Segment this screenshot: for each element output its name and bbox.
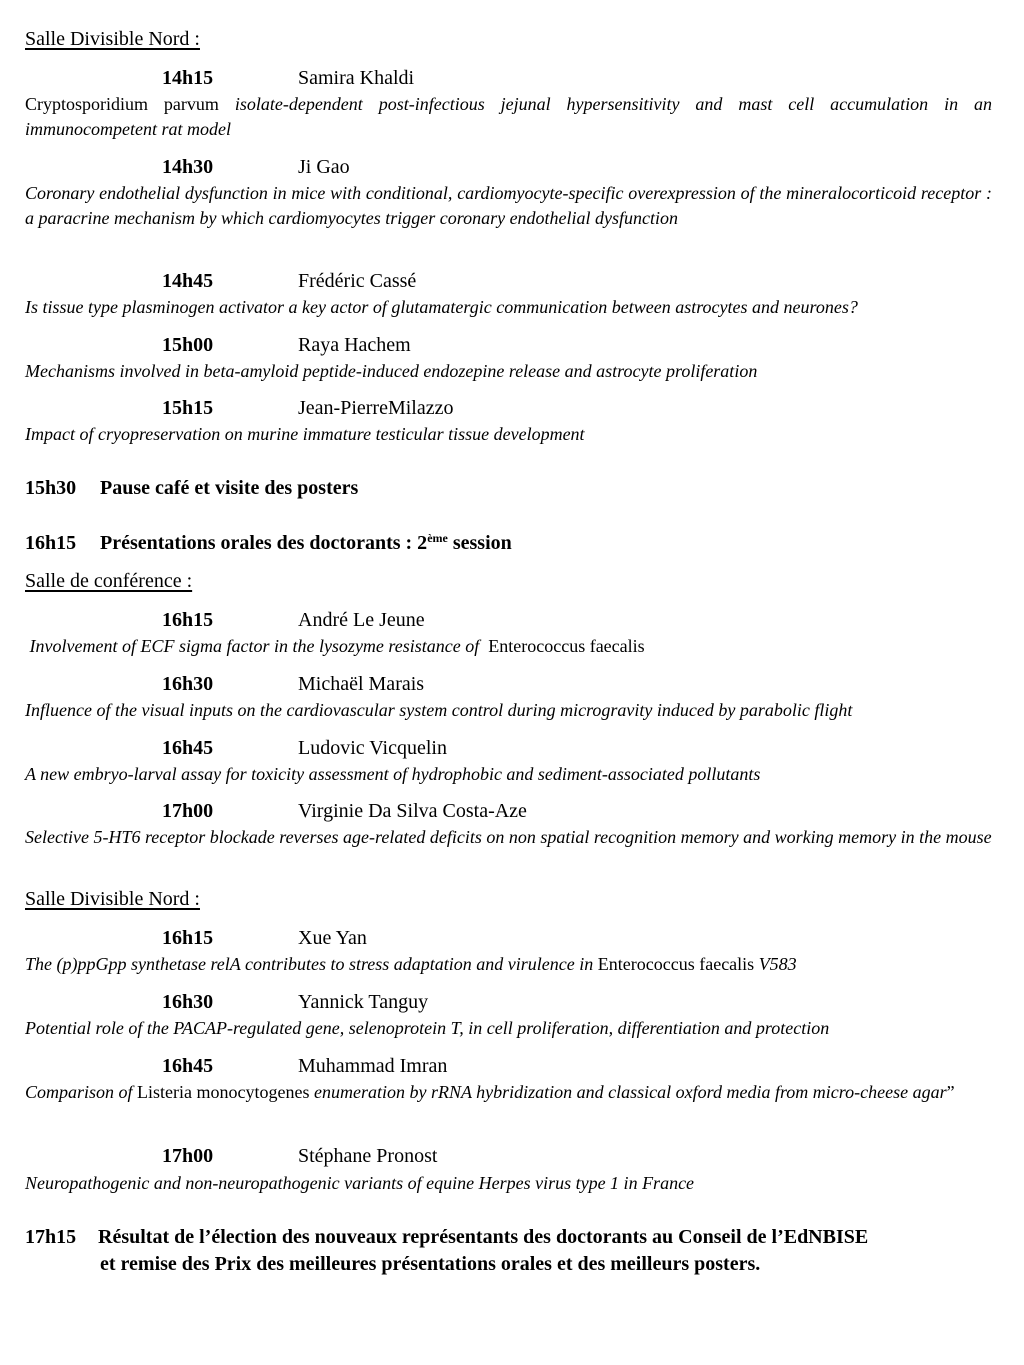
talk-title-text: isolate-dependent post-infectious jejunal hypersensitivity and mast cell accumulation in an immunocompetent rat model	[25, 94, 992, 139]
talk-speaker: Yannick Tanguy	[298, 991, 429, 1013]
talk-title-suffix: enumeration by rRNA hybridization and classical oxford media from micro-cheese agar	[309, 1082, 947, 1102]
talk-title: Coronary endothelial dysfunction in mice with conditional, cardiomyocyte-specific overexpression of the mineralocorticoid receptor : a paracrine mechanism by which cardiomyocytes trigger coronary endothelial dysfunction	[25, 183, 992, 228]
talk-title-organism: Enterococcus faecalis	[597, 954, 755, 974]
break-time: 15h30	[25, 477, 77, 499]
talk-speaker: Frédéric Cassé	[298, 270, 417, 292]
talk-title-organism: Listeria monocytogenes	[137, 1082, 310, 1102]
talk-title: Selective 5-HT6 receptor blockade reverses age-related deficits on non spatial recognition memory and working memory in the mouse	[25, 827, 992, 847]
room-heading: Salle de conférence :	[25, 570, 193, 592]
session-label-end: session	[447, 532, 512, 554]
talk-title-text: The (p)ppGpp synthetase relA contributes to stress adaptation and virulence in	[25, 954, 598, 974]
talk-title	[25, 634, 992, 659]
session-label: Présentations orales des doctorants : 2	[100, 532, 428, 554]
talk-title-organism: Cryptosporidium parvum	[25, 94, 219, 114]
talk-time: 14h45	[162, 270, 214, 292]
talk-time: 14h30	[162, 156, 214, 178]
talk-title-quote: ”	[946, 1082, 955, 1102]
talk-speaker: Virginie Da Silva Costa-Aze	[298, 800, 527, 822]
talk-title	[25, 92, 992, 142]
room-heading: Salle Divisible Nord :	[25, 888, 200, 910]
talk-time: 16h15	[162, 609, 214, 631]
talk-time: 15h00	[162, 334, 214, 356]
talk-time: 16h30	[162, 673, 214, 695]
talk-title-suffix: V583	[754, 954, 797, 974]
results-time: 17h15	[25, 1226, 77, 1248]
talk-speaker: Ludovic Vicquelin	[298, 737, 447, 759]
talk-speaker: Samira Khaldi	[298, 67, 415, 89]
talk-title: A new embryo-larval assay for toxicity assessment of hydrophobic and sediment-associated pollutants	[25, 764, 761, 784]
talk-time: 17h00	[162, 1145, 214, 1167]
break-label: Pause café et visite des posters	[100, 477, 359, 499]
talk-speaker: Jean-PierreMilazzo	[298, 397, 454, 419]
talk-time: 16h45	[162, 737, 214, 759]
session-ordinal: ème	[427, 531, 448, 545]
talk-speaker: Ji Gao	[298, 156, 350, 178]
talk-title: Neuropathogenic and non-neuropathogenic variants of equine Herpes virus type 1 in France	[25, 1173, 695, 1193]
break-heading	[25, 477, 358, 500]
talk-title: Potential role of the PACAP-regulated gene, selenoprotein T, in cell proliferation, differentiation and protection	[25, 1018, 830, 1038]
talk-speaker: Michaël Marais	[298, 673, 425, 695]
room-heading: Salle Divisible Nord :	[25, 28, 200, 50]
talk-speaker: André Le Jeune	[298, 609, 425, 631]
results-text	[100, 1224, 1000, 1278]
session-time: 16h15	[25, 532, 77, 554]
talk-speaker: Raya Hachem	[298, 334, 411, 356]
talk-time: 17h00	[162, 800, 214, 822]
talk-title: Impact of cryopreservation on murine immature testicular tissue development	[25, 424, 585, 444]
talk-time: 15h15	[162, 397, 214, 419]
talk-title	[25, 1080, 992, 1105]
talk-title	[25, 952, 992, 977]
results-line-2: et remise des Prix des meilleures présentations orales et des meilleurs posters.	[100, 1253, 761, 1275]
talk-title-text: Comparison of	[25, 1082, 138, 1102]
talk-time: 16h15	[162, 927, 214, 949]
talk-time: 14h15	[162, 67, 214, 89]
results-line-1: Résultat de l’élection des nouveaux représentants des doctorants au Conseil de l’EdNBISE	[98, 1226, 869, 1248]
results-heading	[25, 1224, 1000, 1278]
talk-title: Is tissue type plasminogen activator a key actor of glutamatergic communication between astrocytes and neurones?	[25, 297, 858, 317]
talk-title-text: Involvement of ECF sigma factor in the lysozyme resistance of	[25, 636, 484, 656]
talk-speaker: Muhammad Imran	[298, 1055, 448, 1077]
session-heading	[25, 531, 512, 555]
talk-title: Mechanisms involved in beta-amyloid peptide-induced endozepine release and astrocyte proliferation	[25, 361, 758, 381]
talk-speaker: Xue Yan	[298, 927, 367, 949]
talk-title-organism: Enterococcus faecalis	[483, 636, 645, 656]
talk-time: 16h45	[162, 1055, 214, 1077]
talk-speaker: Stéphane Pronost	[298, 1145, 438, 1167]
talk-time: 16h30	[162, 991, 214, 1013]
talk-title: Influence of the visual inputs on the cardiovascular system control during microgravity induced by parabolic flight	[25, 700, 853, 720]
